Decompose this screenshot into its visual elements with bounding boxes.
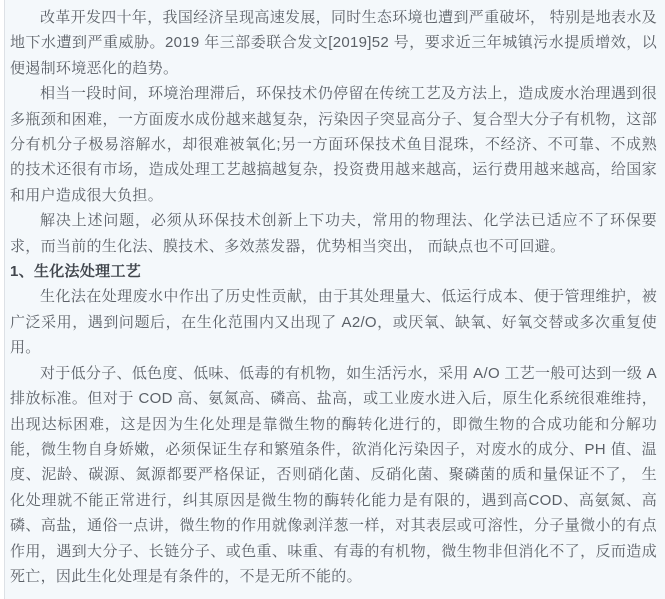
document-body (4, 0, 665, 599)
paragraph-innovation-needed: 解决上述问题，必须从环保技术创新上下功夫，常用的物理法、化学法已适应不了环保要求，而当前的生化法、膜技术、多效蒸发器，优势相当突出， 而缺点也不可回避。 (10, 212, 657, 255)
paragraph-biochemical-limitations: 对于低分子、低色度、低味、低毒的有机物，如生活污水，采用 A/O 工艺一般可达到一级 A 排放标准。但对于 COD 高、氨氮高、磷高、盐高，或工业废水进入后，原生化系统很难维持，出现达标困难，这是因为生化处理是靠微生物的酶转化进行的，即微生物的合成功能和分解功能，微生物自身娇嫩，必须保证生存和繁殖条件，欲消化污染因子，对废水的成分、PH 值、温度、泥龄、碳源、氮源都要严格保证，否则硝化菌、反硝化菌、聚磷菌的质和量保证不了， 生化处理就不能正常进行，纠其原因是微生物的酶转化能力是有限的，遇到高COD、高氨氮、高磷、高盐，通俗一点讲，微生物的作用就像剥洋葱一样，对其表层或可溶性，分子量微小的有点作用，遇到大分子、长链分子、或色重、味重、有毒的有机物，微生物非但消化不了，反而造成死亡，因此生化处理是有条件的，不是无所不能的。 (10, 364, 657, 585)
paragraph-reform-intro: 改革开发四十年，我国经济呈现高速发展，同时生态环境也遭到严重破坏， 特别是地表水及地下水遭到严重威胁。2019 年三部委联合发文[2019]52 号，要求近三年城镇污水提质增效，以便遏制环境恶化的趋势。 (10, 9, 657, 77)
section-heading-biochemical-process: 1、生化法处理工艺 (10, 263, 142, 281)
paragraph-treatment-bottlenecks: 相当一段时间，环境治理滞后，环保技术仍停留在传统工艺及方法上，造成废水治理遇到很多瓶颈和困难，一方面废水成份越来越复杂，污染因子突显高分子、复合型大分子有机物，这部分有机分子极易溶解水，却很难被氧化;另一方面环保技术鱼目混珠，不经济、不可靠、不成熟的技术还很有市场，造成处理工艺越搞越复杂，投资费用越来越高，运行费用越来越高，给国家和用户造成很大负担。 (10, 85, 657, 204)
paragraph-biochemical-history: 生化法在处理废水中作出了历史性贡献，由于其处理量大、低运行成本、便于管理维护，被广泛采用，遇到问题后，在生化范围内又出现了 A2/O，或厌氧、缺氧、好氧交替或多次重复使用。 (10, 288, 657, 357)
